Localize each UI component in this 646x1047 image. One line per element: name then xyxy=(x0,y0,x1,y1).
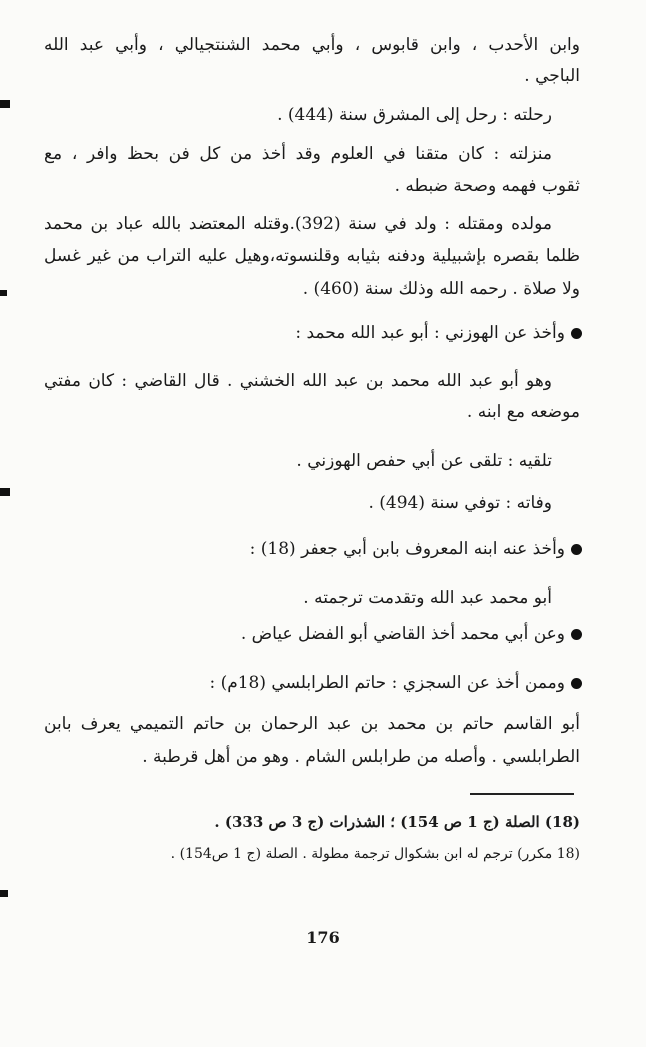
footnote-1: (18) الصلة (ج 1 ص 154) ؛ الشذرات (ج 3 ص 333) . xyxy=(214,813,580,831)
text-line-16: وعن أبي محمد أخذ القاضي أبو الفضل عياض . xyxy=(240,624,565,644)
bullet-line-2 xyxy=(44,538,582,560)
footnote-rule xyxy=(470,793,574,795)
text-line-7: ظلما بقصره بإشبيلية ودفنه بثيابه وقلنسوته،وهيل عليه التراب من غير غسل xyxy=(44,246,580,266)
text-line-10: وهو أبو عبد الله محمد بن عبد الله الخشني . قال القاضي : كان مفتي xyxy=(44,371,552,391)
text-line-18: أبو القاسم حاتم بن محمد بن عبد الرحمان بن حاتم التميمي يعرف بابن xyxy=(44,714,580,734)
bullet-line-1 xyxy=(44,322,582,344)
footnote-2: (18 مكرر) ترجم له ابن بشكوال ترجمة مطولة . الصلة (ج 1 ص154) . xyxy=(170,846,580,862)
text-line-1: وابن الأحدب ، وابن قابوس ، وأبي محمد الشنتجيالي ، وأبي عبد الله xyxy=(44,35,580,55)
scan-mark xyxy=(0,100,10,108)
text-line-11: موضعه مع ابنه . xyxy=(466,402,580,422)
bullet-icon xyxy=(571,678,582,689)
text-line-3: رحلته : رحل إلى المشرق سنة (444) . xyxy=(277,105,552,125)
text-line-4: منزلته : كان متقنا في العلوم وقد أخذ من كل فن بحظ وافر ، مع xyxy=(44,144,552,164)
text-line-2: الباجي . xyxy=(524,66,580,86)
bullet-icon xyxy=(571,544,582,555)
bullet-icon xyxy=(571,629,582,640)
bullet-icon xyxy=(571,328,582,339)
scan-mark xyxy=(0,890,8,897)
text-line-9: وأخذ عن الهوزني : أبو عبد الله محمد : xyxy=(295,323,565,343)
text-line-15: أبو محمد عبد الله وتقدمت ترجمته . xyxy=(303,588,552,608)
text-line-5: ثقوب فهمه وصحة ضبطه . xyxy=(394,176,580,196)
text-line-19: الطرابلسي . وأصله من طرابلس الشام . وهو من أهل قرطبة . xyxy=(142,747,580,767)
text-line-14: وأخذ عنه ابنه المعروف بابن أبي جعفر (18) : xyxy=(249,539,565,559)
text-line-8: ولا صلاة . رحمه الله وذلك سنة (460) . xyxy=(302,279,580,299)
bullet-line-4 xyxy=(44,672,582,694)
text-line-17: وممن أخذ عن السجزي : حاتم الطرابلسي (18م) : xyxy=(209,673,565,693)
text-line-13: وفاته : توفي سنة (494) . xyxy=(368,493,552,513)
bullet-line-3 xyxy=(44,623,582,645)
scan-mark xyxy=(0,290,7,296)
page-number: 176 xyxy=(306,928,340,947)
text-line-12: تلقيه : تلقى عن أبي حفص الهوزني . xyxy=(296,451,552,471)
scan-mark xyxy=(0,488,10,496)
text-line-6: مولده ومقتله : ولد في سنة (392).وقتله المعتضد بالله عباد بن محمد xyxy=(44,214,552,234)
